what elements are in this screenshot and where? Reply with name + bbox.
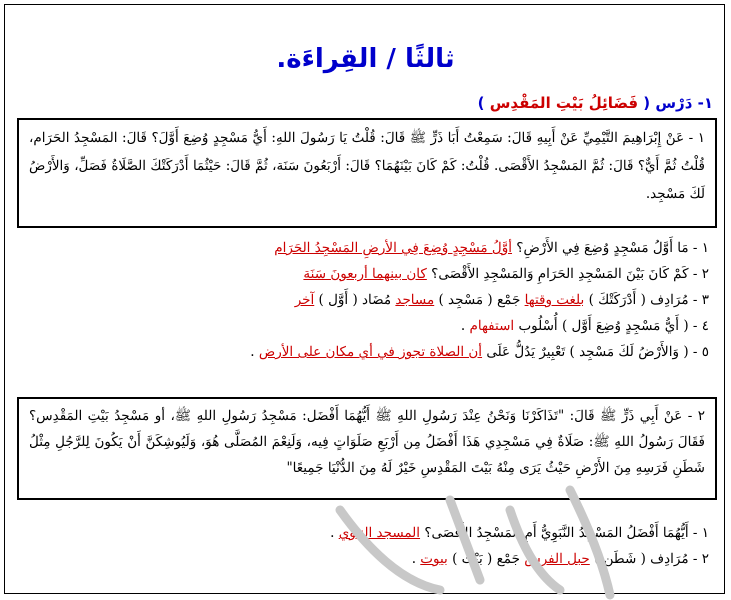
question-text: مُضَاد ( أَوَّل ) xyxy=(314,292,396,308)
lesson-name: فَضَائِلُ بَيْتِ المَقْدِس xyxy=(489,94,639,112)
question-text: ٥ - ( وَالأَرْضُ لَكَ مَسْجِد ) تَعْبِيرٌ يَدُلُّ عَلَى xyxy=(482,344,709,360)
question-text: جَمْع ( مَسْجِد ) xyxy=(434,292,525,308)
question-1-5 xyxy=(250,344,709,360)
question-end: . xyxy=(330,525,339,541)
hadith-box-1 xyxy=(17,118,717,228)
lesson-heading xyxy=(478,94,713,112)
answer: المسجد النبوي xyxy=(338,525,421,541)
question-2-1 xyxy=(330,525,709,541)
question-text: ٢ - كَمْ كَانَ بَيْنَ المَسْجِدِ الحَرَامِ وَالمَسْجِدِ الأَقْصَى؟ xyxy=(426,266,709,282)
answer: أوَّلُ مَسْجِدٍ وُضِعَ فِي الأرضِ المَسْجِدُ الحَرَام xyxy=(274,240,513,256)
question-text: ١ - مَا أَوَّلُ مَسْجِدٍ وُضِعَ فِي الأَرْضِ؟ xyxy=(512,240,709,256)
answer: كان بينهما أربعونَ سَنَة xyxy=(303,266,427,282)
question-1-3 xyxy=(295,292,709,308)
answer: بلغت وقتها xyxy=(524,292,585,308)
question-2-2 xyxy=(412,551,709,567)
answer: حبل الفرس xyxy=(524,551,590,567)
question-text: ٢ - مُرَادِف ( شَطَن ) xyxy=(589,551,709,567)
question-end: . xyxy=(250,344,259,360)
question-1-4 xyxy=(461,318,709,334)
lesson-prefix: ١- دَرْس ( xyxy=(643,94,713,112)
question-1-1 xyxy=(274,240,709,256)
hadith-2-text: ٢ - عَنْ أَبِي ذَرٍّ ﷺ قَالَ: "تَذَاكَرْنَا وَنَحْنُ عِنْدَ رَسُولِ اللهِ ﷺ أَيُّهُمَا أَفْضَل: مَسْجِدُ رَسُولِ اللهِ ﷺ، أو مَسْجِدُ بَيْتِ المَقْدِس؟ فَقَالَ رَسُولُ اللهِ ﷺ: صَلَاةٌ فِي مَسْجِدِي هَذَا أَفْضَلُ مِن أَرْبَعِ صَلَوَاتٍ فِيه، وَلَنِعْمَ المُصَلَّى هُوَ، وَلَيُوشِكَنَّ أَنْ يَكُونَ لِلرَّجُلِ مِثْلُ شَطَنِ فَرَسِهِ مِنَ الأَرْضِ حَيْثُ يَرَى مِنْهُ بَيْتَ المَقْدِسِ خَيْرٌ لَهُ مِنَ الدُّنْيَا جَمِيعًا" xyxy=(29,408,705,476)
question-end: . xyxy=(460,318,470,334)
answer: مساجد xyxy=(395,292,435,308)
answer: آخر xyxy=(294,292,315,308)
question-text: ١ - أَيُّهُمَا أَفْضَلُ المَسْجِدُ النَّبَوِيُّ أَمِ المَسْجِدُ الأَقْصَى؟ xyxy=(420,525,709,541)
question-1-2 xyxy=(303,266,709,282)
hadith-1-text: ١ - عَنْ إِبْرَاهِيمَ التَّيْمِيِّ عَنْ أَبِيهِ قَالَ: سَمِعْتُ أَبَا ذَرٍّ ﷺ قَالَ: قُلْتُ يَا رَسُولَ اللهِ: أَيُّ مَسْجِدٍ وُضِعَ أَوَّلَ؟ قَالَ: المَسْجِدُ الحَرَام، قُلْتُ ثُمَّ أَيٌّ؟ قَالَ: ثُمَّ المَسْجِدُ الأَقْصَى. قُلْتُ: كَمْ كَانَ بَيْنَهُمَا؟ قَالَ: أَرْبَعُونَ سَنَة، ثُمَّ قَالَ: حَيْثُمَا أَدْرَكَتْكَ الصَّلَاةُ فَصَلِّ، وَالأَرْضُ لَكَ مَسْجِد. xyxy=(29,130,705,202)
answer: أن الصلاة تجوز في أي مكان على الأرض xyxy=(258,344,483,360)
answer: بيوت xyxy=(420,551,448,567)
question-text: جَمْع ( بَيْت ) xyxy=(447,551,525,567)
answer: استفهام xyxy=(469,318,515,334)
question-text: ٣ - مُرَادِف ( أَدْرَكَتْكَ ) xyxy=(584,292,709,308)
page-title: ثالثًا / القِراءَة. xyxy=(276,44,455,74)
hadith-box-2 xyxy=(17,397,717,500)
lesson-suffix: ) xyxy=(477,94,485,112)
question-end: . xyxy=(411,551,421,567)
question-text: ٤ - ( أَيُّ مَسْجِدٍ وُضِعَ أَوَّل ) أُسْلُوب xyxy=(514,318,709,334)
